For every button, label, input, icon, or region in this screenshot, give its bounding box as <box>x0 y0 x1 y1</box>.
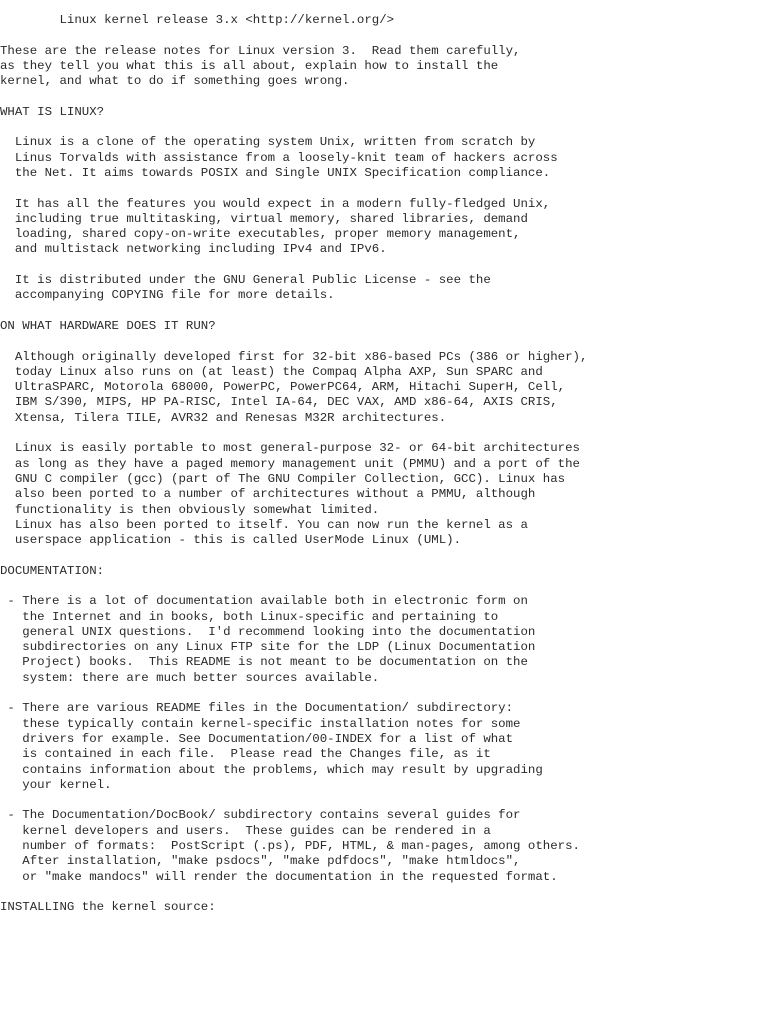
text-line: Although originally developed first for 32-bit x86-based PCs (386 or higher), <box>0 349 588 364</box>
text-line: the Net. It aims towards POSIX and Single UNIX Specification compliance. <box>0 165 551 180</box>
text-line: GNU C compiler (gcc) (part of The GNU Compiler Collection, GCC). Linux has <box>0 471 566 486</box>
blank-line <box>0 579 768 594</box>
text-line: number of formats: PostScript (.ps), PDF, HTML, & man-pages, among others. <box>0 839 580 854</box>
blank-line <box>0 181 768 196</box>
text-line: Linus Torvalds with assistance from a loosely-knit team of hackers across <box>0 150 558 165</box>
blank-line <box>0 548 768 563</box>
text-line: kernel developers and users. These guides can be rendered in a <box>0 823 491 838</box>
text-line: Linux is a clone of the operating system Unix, written from scratch by <box>0 135 536 150</box>
text-line: kernel, and what to do if something goes wrong. <box>0 74 350 89</box>
text-line: After installation, "make psdocs", "make pdfdocs", "make htmldocs", <box>0 854 521 869</box>
text-line: IBM S/390, MIPS, HP PA-RISC, Intel IA-64, DEC VAX, AMD x86-64, AXIS CRIS, <box>0 395 558 410</box>
text-line: - The Documentation/DocBook/ subdirectory contains several guides for <box>0 808 521 823</box>
text-line: Linux is easily portable to most general-purpose 32- or 64-bit architectures <box>0 441 580 456</box>
readme-document <box>0 13 768 916</box>
text-line: the Internet and in books, both Linux-specific and pertaining to <box>0 609 499 624</box>
text-line: loading, shared copy-on-write executables, proper memory management, <box>0 227 521 242</box>
text-line: is contained in each file. Please read the Changes file, as it <box>0 747 491 762</box>
blank-line <box>0 334 768 349</box>
blank-line <box>0 793 768 808</box>
text-line: including true multitasking, virtual memory, shared libraries, demand <box>0 211 528 226</box>
blank-line <box>0 426 768 441</box>
text-line: userspace application - this is called UserMode Linux (UML). <box>0 533 462 548</box>
text-line: - There is a lot of documentation available both in electronic form on <box>0 594 528 609</box>
text-line: - There are various README files in the Documentation/ subdirectory: <box>0 701 514 716</box>
text-line: general UNIX questions. I'd recommend looking into the documentation <box>0 624 536 639</box>
text-line: Project) books. This README is not meant to be documentation on the <box>0 655 528 670</box>
blank-line <box>0 686 768 701</box>
text-line: also been ported to a number of architectures without a PMMU, although <box>0 487 536 502</box>
text-line: drivers for example. See Documentation/00-INDEX for a list of what <box>0 731 514 746</box>
blank-line <box>0 885 768 900</box>
section-heading: INSTALLING the kernel source: <box>0 900 216 915</box>
text-line: contains information about the problems, which may result by upgrading <box>0 762 543 777</box>
blank-line <box>0 304 768 319</box>
text-line: These are the release notes for Linux version 3. Read them carefully, <box>0 43 521 58</box>
text-line: It has all the features you would expect in a modern fully-fledged Unix, <box>0 196 551 211</box>
text-line: It is distributed under the GNU General Public License - see the <box>0 273 491 288</box>
text-line: functionality is then obviously somewhat limited. <box>0 502 380 517</box>
text-line: accompanying COPYING file for more details. <box>0 288 335 303</box>
text-line: today Linux also runs on (at least) the Compaq Alpha AXP, Sun SPARC and <box>0 364 543 379</box>
text-line: these typically contain kernel-specific installation notes for some <box>0 716 521 731</box>
release-title: Linux kernel release 3.x <http://kernel.org/> <box>0 13 395 27</box>
section-heading: WHAT IS LINUX? <box>0 104 105 119</box>
section-heading: DOCUMENTATION: <box>0 563 105 578</box>
text-line: as they tell you what this is all about, explain how to install the <box>0 58 499 73</box>
text-line: UltraSPARC, Motorola 68000, PowerPC, PowerPC64, ARM, Hitachi SuperH, Cell, <box>0 380 566 395</box>
blank-line <box>0 258 768 273</box>
blank-line <box>0 89 768 104</box>
blank-line <box>0 120 768 135</box>
text-line: and multistack networking including IPv4 and IPv6. <box>0 242 387 257</box>
text-line: Xtensa, Tilera TILE, AVR32 and Renesas M32R architectures. <box>0 410 447 425</box>
text-line: system: there are much better sources available. <box>0 670 380 685</box>
text-line: as long as they have a paged memory management unit (PMMU) and a port of the <box>0 456 580 471</box>
section-heading: ON WHAT HARDWARE DOES IT RUN? <box>0 318 216 333</box>
text-line: subdirectories on any Linux FTP site for the LDP (Linux Documentation <box>0 640 536 655</box>
text-line: or "make mandocs" will render the documentation in the requested format. <box>0 869 558 884</box>
text-line: your kernel. <box>0 777 112 792</box>
text-line: Linux has also been ported to itself. You can now run the kernel as a <box>0 517 528 532</box>
blank-line <box>0 28 768 43</box>
